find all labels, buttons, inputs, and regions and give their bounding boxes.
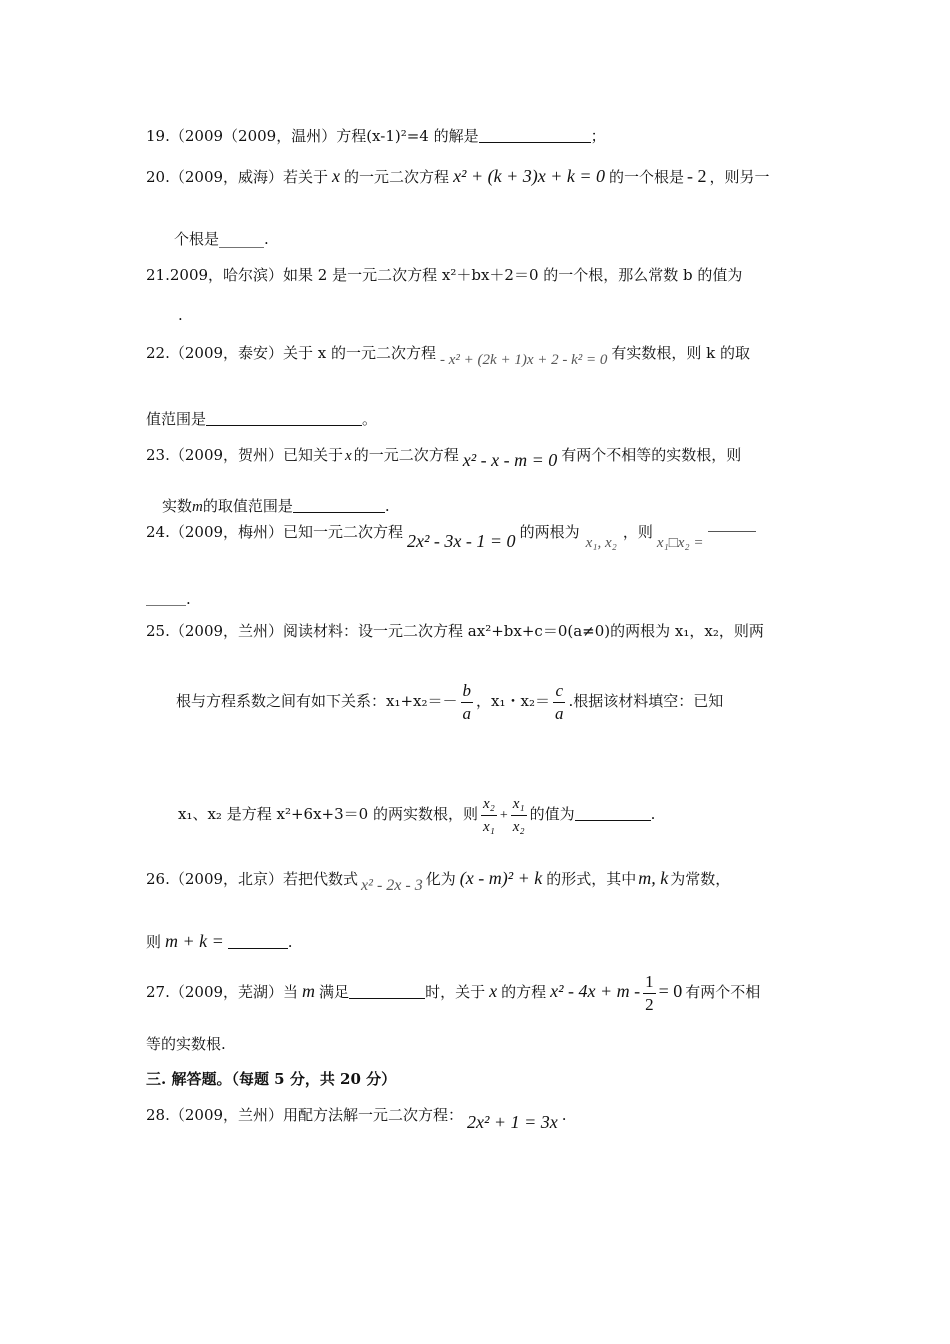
fraction-c-over-a: $\frac{c}{a}$ <box>554 680 564 723</box>
question-26: 26.（2009，北京）若把代数式 x² - 2x - 3 化为 (x - m)² + k 的形式，其中 m, k 为常数， <box>146 868 731 894</box>
q23-answer-blank[interactable] <box>293 496 385 513</box>
question-25: 25.（2009，兰州）阅读材料：设一元二次方程 ax²+bx+c＝0(a≠0)的两根为 x₁，x₂，则两 <box>146 622 764 640</box>
q20-equation: x² + (k + 3)x + k = 0 <box>453 166 605 186</box>
fraction-x2-over-x1: $\frac{\text{x₂}}{\text{x₁}}$ <box>481 793 497 838</box>
question-24: 24.（2009，梅州）已知一元二次方程 2x² - 3x - 1 = 0 的两根为x₁, x₂，则x₁□x₂ = <box>146 520 756 555</box>
q19-number: 19. <box>146 127 170 145</box>
question-24-line2: . <box>146 587 191 611</box>
question-27-line2: 等的实数根. <box>146 1035 226 1053</box>
q26-answer-blank[interactable] <box>228 932 288 949</box>
q19-answer-blank[interactable] <box>479 126 591 143</box>
q23-equation: x² - x - m = 0 <box>462 450 558 470</box>
q25-answer-blank[interactable] <box>575 804 651 821</box>
question-20: 20.（2009，威海）若关于 x 的一元二次方程 x² + (k + 3)x + k = 0 的一个根是 - 2 ，则另一 <box>146 166 770 186</box>
question-28: 28.（2009，兰州）用配方法解一元二次方程： 2x² + 1 = 3x . <box>146 1106 567 1132</box>
q22-answer-blank[interactable] <box>206 409 362 426</box>
question-20-line2: 个根是______. <box>174 230 269 248</box>
question-26-line2: 则 m + k = . <box>146 931 293 951</box>
question-27: 27.（2009，芜湖）当 m 满足 时，关于 x 的方程 x² - 4x + m - $\frac{1}{2}$ = 0 有两个不相 <box>146 971 761 1014</box>
fraction-x1-over-x2: $\frac{\text{x₁}}{\text{x₂}}$ <box>511 793 527 838</box>
q24-answer-line[interactable] <box>708 531 756 532</box>
question-22-line2: 值范围是 。 <box>146 410 378 428</box>
q19-text: （2009（2009，温州）方程(x-1)²=4 的解是 <box>169 127 479 145</box>
question-23: 23.（2009，贺州）已知关于 x 的一元二次方程 x² - x - m = 0 有两个不相等的实数根，则 <box>146 446 742 470</box>
q24-answer-blank[interactable] <box>146 589 186 606</box>
fraction-one-half: $\frac{1}{2}$ <box>645 971 654 1014</box>
section-3-heading: 三. 解答题。（每题 5 分，共 20 分） <box>146 1070 397 1088</box>
fraction-b-over-a: $\frac{b}{a}$ <box>462 680 472 723</box>
q27-answer-blank[interactable] <box>349 982 425 999</box>
q28-equation: 2x² + 1 = 3x <box>467 1112 558 1132</box>
question-19: 19.（2009（2009，温州）方程(x-1)²=4 的解是 ； <box>146 127 606 145</box>
question-23-line2: 实数m的取值范围是 . <box>162 497 390 515</box>
q22-equation: - x² + (2k + 1)x + 2 - k² = 0 <box>440 352 608 368</box>
question-22: 22.（2009，泰安）关于 x 的一元二次方程 - x² + (2k + 1)x + 2 - k² = 0 有实数根，则 k 的取 <box>146 344 751 368</box>
question-21: 21.2009，哈尔滨）如果 2 是一元二次方程 x²＋bx＋2＝0 的一个根，那么常数 b 的值为 <box>146 266 743 284</box>
question-25-line2: 根与方程系数之间有如下关系：x₁+x₂＝－ $\frac{b}{a}$ ，x₁・x₂＝ $\frac{c}{a}$ .根据该材料填空：已知 <box>176 680 724 723</box>
question-25-line3: x₁、x₂ 是方程 x²+6x+3＝0 的两实数根，则 $\frac{\text{x₂}}{\text{x₁}}$ + $\frac{\text{x₁}}{\text{x₂}}$ 的值为 . <box>178 786 655 844</box>
question-21-line2: . <box>178 306 183 324</box>
q24-equation: 2x² - 3x - 1 = 0 <box>407 531 516 551</box>
